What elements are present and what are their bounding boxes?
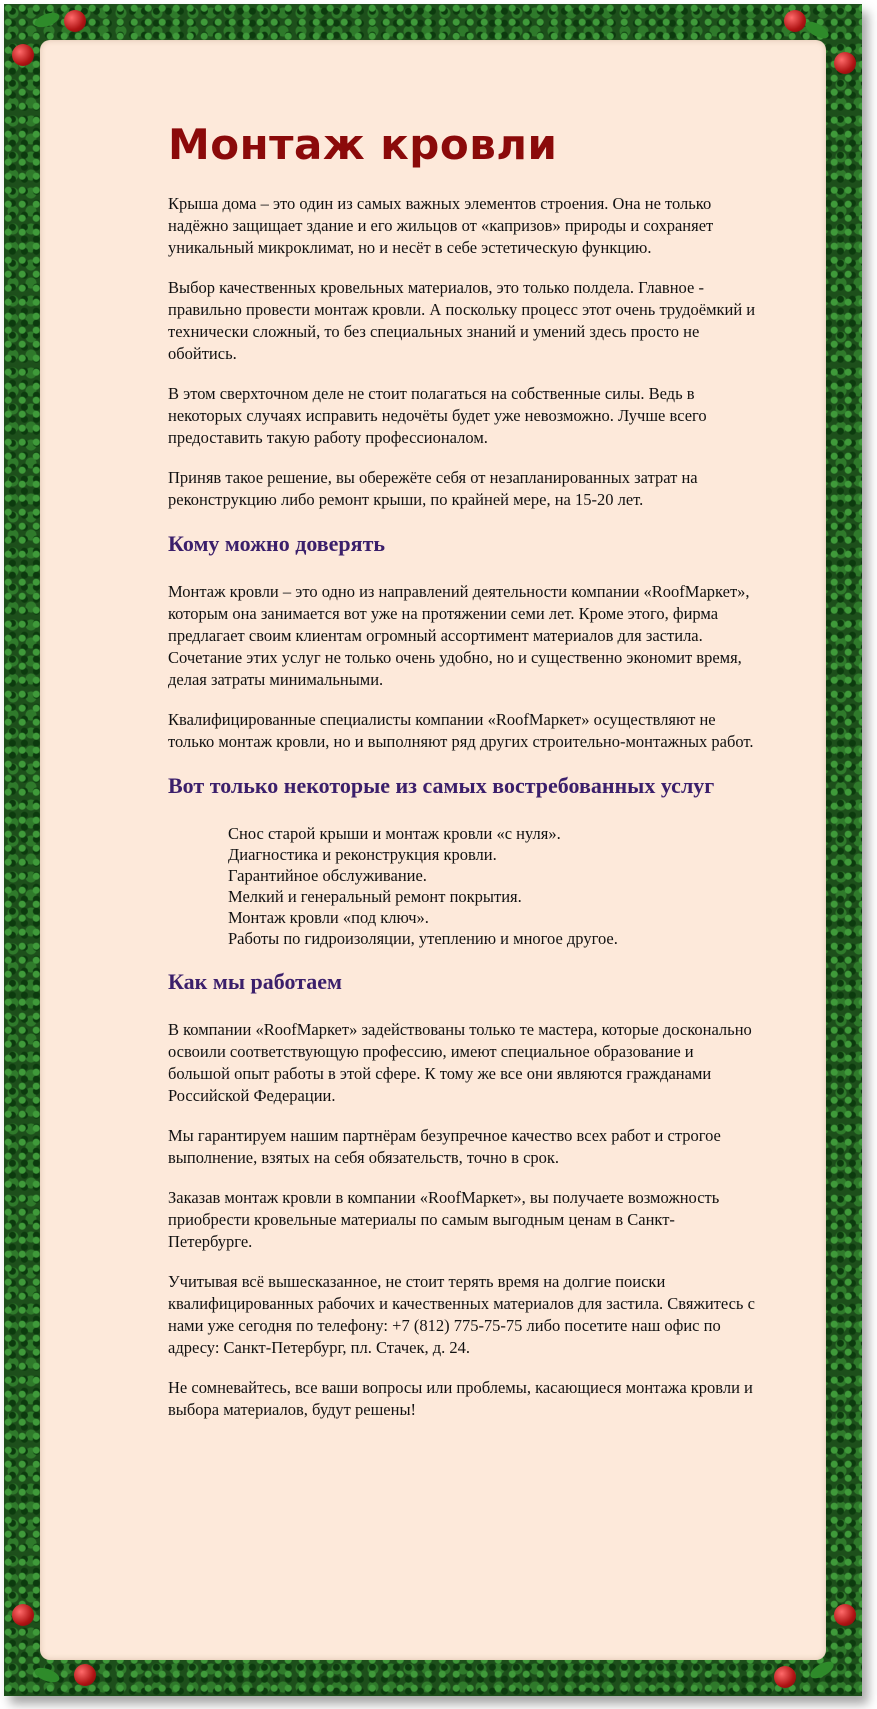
service-item: Гарантийное обслуживание. — [228, 866, 427, 885]
page-title: Монтаж кровли — [168, 120, 558, 169]
section-heading-how: Как мы работаем — [168, 969, 342, 994]
section-heading-trust: Кому можно доверять — [168, 531, 386, 556]
intro-paragraph: В этом сверхточном деле не стоит полагаться на собственные силы. Ведь в некоторых случаях исправить недочёты будет уже невозможно. Лучше всего предоставить такую работу профессионалом. — [168, 384, 707, 447]
intro-paragraph: Приняв такое решение, вы обережёте себя от незапланированных затрат на реконструкцию либо ремонт крыши, по крайней мере, на 15-20 лет. — [168, 468, 698, 509]
christmas-ornament-icon — [834, 1604, 856, 1626]
christmas-ornament-icon — [774, 1666, 796, 1688]
intro-paragraph: Выбор качественных кровельных материалов, это только полдела. Главное - правильно провести монтаж кровли. А поскольку процесс этот очень трудоёмкий и технически сложный, то без специальных знаний и умений здесь просто не обойтись. — [168, 278, 756, 363]
intro-paragraph: Крыша дома – это один из самых важных элементов строения. Она не только надёжно защищает здание и его жильцов от «капризов» природы и сохраняет уникальный микроклимат, но и несёт в себе эстетическую функцию. — [168, 194, 714, 257]
service-item: Работы по гидроизоляции, утеплению и многое другое. — [228, 929, 618, 948]
article — [168, 110, 758, 1439]
how-paragraph: Не сомневайтесь, все ваши вопросы или проблемы, касающиеся монтажа кровли и выбора материалов, будут решены! — [168, 1378, 753, 1419]
christmas-ornament-icon — [834, 52, 856, 74]
how-paragraph: Мы гарантируем нашим партнёрам безупречное качество всех работ и строгое выполнение, взятых на себя обязательств, точно в срок. — [168, 1126, 721, 1167]
services-list — [168, 823, 758, 949]
christmas-ornament-icon — [74, 1664, 96, 1686]
section-heading-services: Вот только некоторые из самых востребованных услуг — [168, 773, 715, 798]
service-item: Монтаж кровли «под ключ». — [228, 908, 429, 927]
christmas-ornament-icon — [64, 10, 86, 32]
christmas-ornament-icon — [784, 10, 806, 32]
how-paragraph: Заказав монтаж кровли в компании «RoofМаркет», вы получаете возможность приобрести кровельные материалы по самым выгодным ценам в Санкт-Петербурге. — [168, 1188, 720, 1251]
trust-paragraph: Квалифицированные специалисты компании «RoofМаркет» осуществляют не только монтаж кровли, но и выполняют ряд других строительно-монтажных работ. — [168, 710, 754, 751]
service-item: Мелкий и генеральный ремонт покрытия. — [228, 887, 522, 906]
how-paragraph: Учитывая всё вышесказанное, не стоит терять время на долгие поиски квалифицированных рабочих и качественных материалов для застила. Свяжитесь с нами уже сегодня по телефону: +7 (812) 775-75-75 либо посетите наш офис по адресу: Санкт-Петербург, пл. Стачек, д. 24. — [168, 1272, 755, 1357]
trust-paragraph: Монтаж кровли – это одно из направлений деятельности компании «RoofМаркет», которым она занимается вот уже на протяжении семи лет. Кроме этого, фирма предлагает своим клиентам огромный ассортимент материалов для застила. Сочетание этих услуг не только очень удобно, но и существенно экономит время, делая затраты минимальными. — [168, 582, 750, 689]
christmas-ornament-icon — [12, 1604, 34, 1626]
christmas-ornament-icon — [12, 44, 34, 66]
how-paragraph: В компании «RoofМаркет» задействованы только те мастера, которые досконально освоили соответствующую профессию, имеют специальное образование и большой опыт работы в этой сфере. К тому же все они являются гражданами Российской Федерации. — [168, 1020, 752, 1105]
service-item: Снос старой крыши и монтаж кровли «с нуля». — [228, 824, 561, 843]
service-item: Диагностика и реконструкция кровли. — [228, 845, 497, 864]
